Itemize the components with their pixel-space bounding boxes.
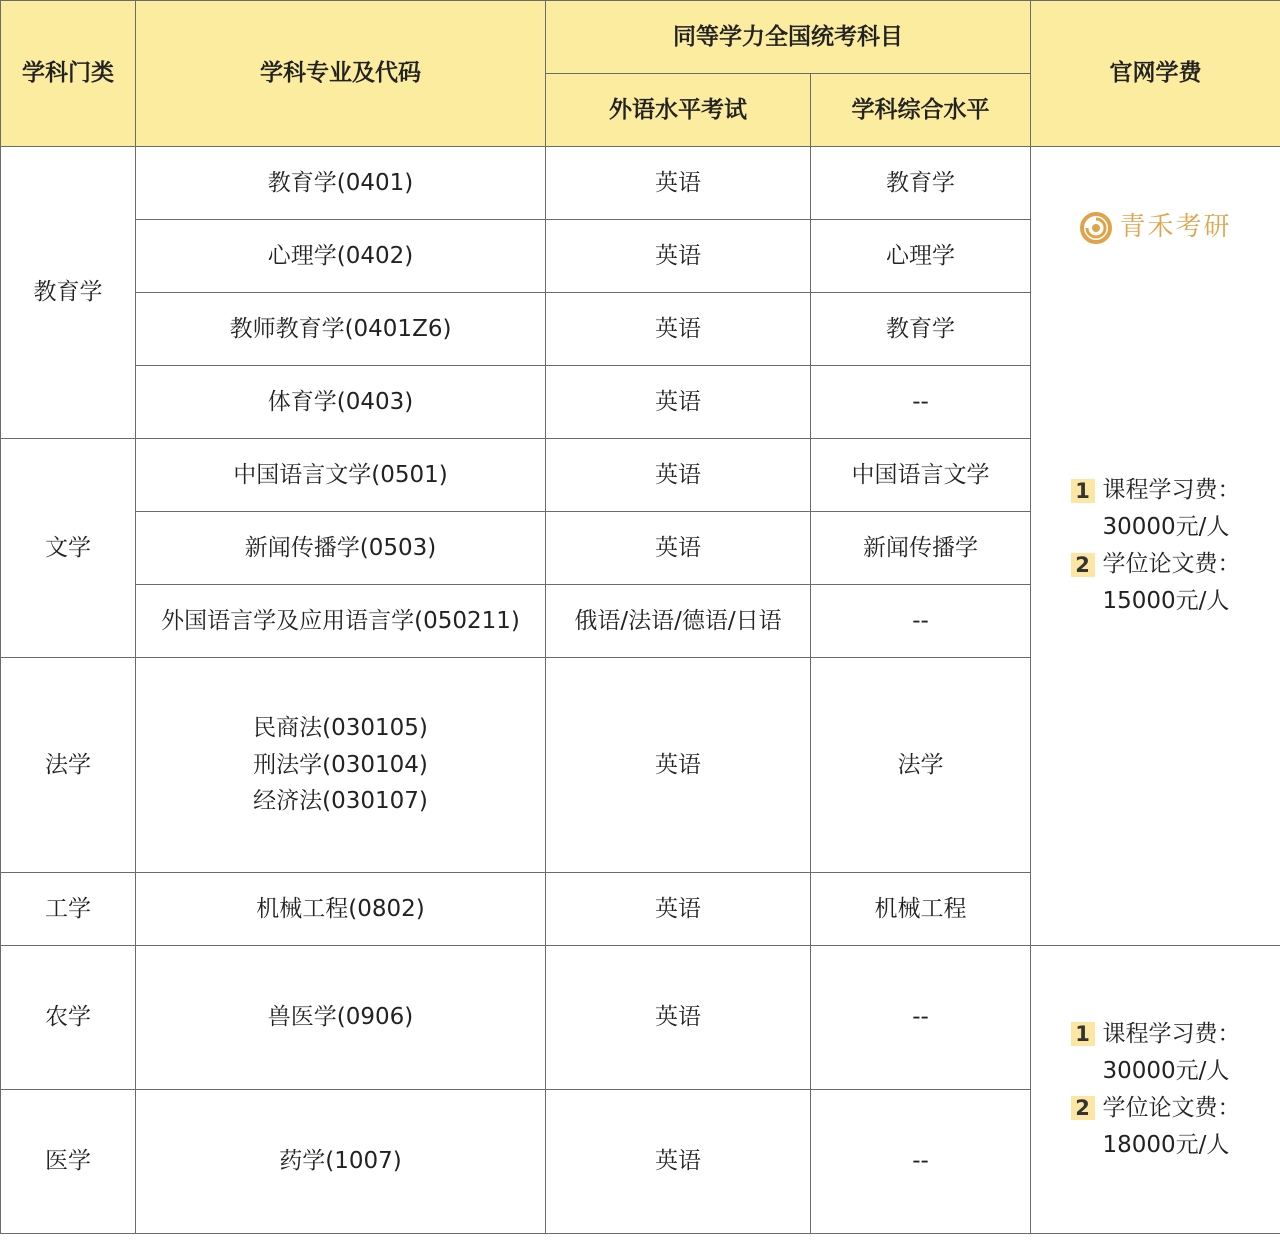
foreign-cell: 英语 xyxy=(546,366,811,439)
header-exam-group: 同等学力全国统考科目 xyxy=(546,1,1031,74)
major-cell: 心理学(0402) xyxy=(136,220,546,293)
major-cell: 教育学(0401) xyxy=(136,147,546,220)
header-fee: 官网学费 xyxy=(1031,1,1280,147)
major-cell: 中国语言文学(0501) xyxy=(136,439,546,512)
header-foreign-exam: 外语水平考试 xyxy=(546,74,811,147)
major-cell: 兽医学(0906) xyxy=(136,946,546,1090)
fee-label: 课程学习费： xyxy=(1102,1020,1241,1047)
major-cell: 药学(1007) xyxy=(136,1090,546,1234)
fee-number-badge: 2 xyxy=(1071,1096,1095,1120)
foreign-cell: 俄语/法语/德语/日语 xyxy=(546,585,811,658)
subject-cell: 教育学 xyxy=(811,147,1031,220)
header-major: 学科专业及代码 xyxy=(136,1,546,147)
fee-label: 学位论文费： xyxy=(1102,551,1241,577)
subject-cell: 中国语言文学 xyxy=(811,439,1031,512)
fee-amount: 15000元/人 xyxy=(1102,588,1230,614)
foreign-cell: 英语 xyxy=(546,293,811,366)
major-line: 经济法(030107) xyxy=(253,788,428,815)
major-cell: 新闻传播学(0503) xyxy=(136,512,546,585)
subject-cell: -- xyxy=(811,585,1031,658)
fee-number-badge: 1 xyxy=(1071,1022,1095,1046)
fee-label: 课程学习费： xyxy=(1102,477,1241,503)
fee-list xyxy=(1071,472,1241,620)
major-line: 刑法学(030104) xyxy=(253,751,428,778)
subject-cell: -- xyxy=(811,1090,1031,1234)
table-row xyxy=(1,946,1280,1090)
major-cell: 机械工程(0802) xyxy=(136,873,546,946)
fee-cell-group1 xyxy=(1031,147,1280,946)
foreign-cell: 英语 xyxy=(546,220,811,293)
major-cell xyxy=(136,658,546,873)
fee-number-badge: 1 xyxy=(1071,479,1095,503)
major-cell: 外国语言学及应用语言学(050211) xyxy=(136,585,546,658)
logo-text: 青禾考研 xyxy=(1119,212,1232,242)
swirl-logo-icon xyxy=(1079,211,1113,245)
fee-item xyxy=(1071,1090,1241,1127)
subject-cell: 机械工程 xyxy=(811,873,1031,946)
foreign-cell: 英语 xyxy=(546,873,811,946)
major-cell: 体育学(0403) xyxy=(136,366,546,439)
subject-cell: 新闻传播学 xyxy=(811,512,1031,585)
category-cell: 医学 xyxy=(1,1090,136,1234)
category-cell: 农学 xyxy=(1,946,136,1090)
fee-amount: 18000元/人 xyxy=(1102,1131,1230,1158)
fee-label: 学位论文费： xyxy=(1102,1094,1241,1121)
fee-list xyxy=(1071,1016,1241,1164)
foreign-cell: 英语 xyxy=(546,439,811,512)
major-cell: 教师教育学(0401Z6) xyxy=(136,293,546,366)
category-cell: 工学 xyxy=(1,873,136,946)
fee-item xyxy=(1071,546,1241,583)
subject-cell: 教育学 xyxy=(811,293,1031,366)
subject-cell: -- xyxy=(811,946,1031,1090)
foreign-cell: 英语 xyxy=(546,512,811,585)
foreign-cell: 英语 xyxy=(546,658,811,873)
category-cell: 文学 xyxy=(1,439,136,658)
brand-logo xyxy=(1031,207,1280,249)
table-row xyxy=(1,147,1280,220)
fee-amount: 30000元/人 xyxy=(1102,514,1230,540)
fee-item xyxy=(1071,472,1241,509)
header-category: 学科门类 xyxy=(1,1,136,147)
subject-cell: -- xyxy=(811,366,1031,439)
foreign-cell: 英语 xyxy=(546,147,811,220)
fee-item xyxy=(1071,1016,1241,1053)
category-cell: 教育学 xyxy=(1,147,136,439)
subject-cell: 心理学 xyxy=(811,220,1031,293)
foreign-cell: 英语 xyxy=(546,946,811,1090)
major-line: 民商法(030105) xyxy=(253,714,428,741)
fee-amount: 30000元/人 xyxy=(1102,1057,1230,1084)
header-subject-exam: 学科综合水平 xyxy=(811,74,1031,147)
foreign-cell: 英语 xyxy=(546,1090,811,1234)
category-cell: 法学 xyxy=(1,658,136,873)
fee-cell-group2 xyxy=(1031,946,1280,1234)
subject-cell: 法学 xyxy=(811,658,1031,873)
fee-number-badge: 2 xyxy=(1071,553,1095,577)
